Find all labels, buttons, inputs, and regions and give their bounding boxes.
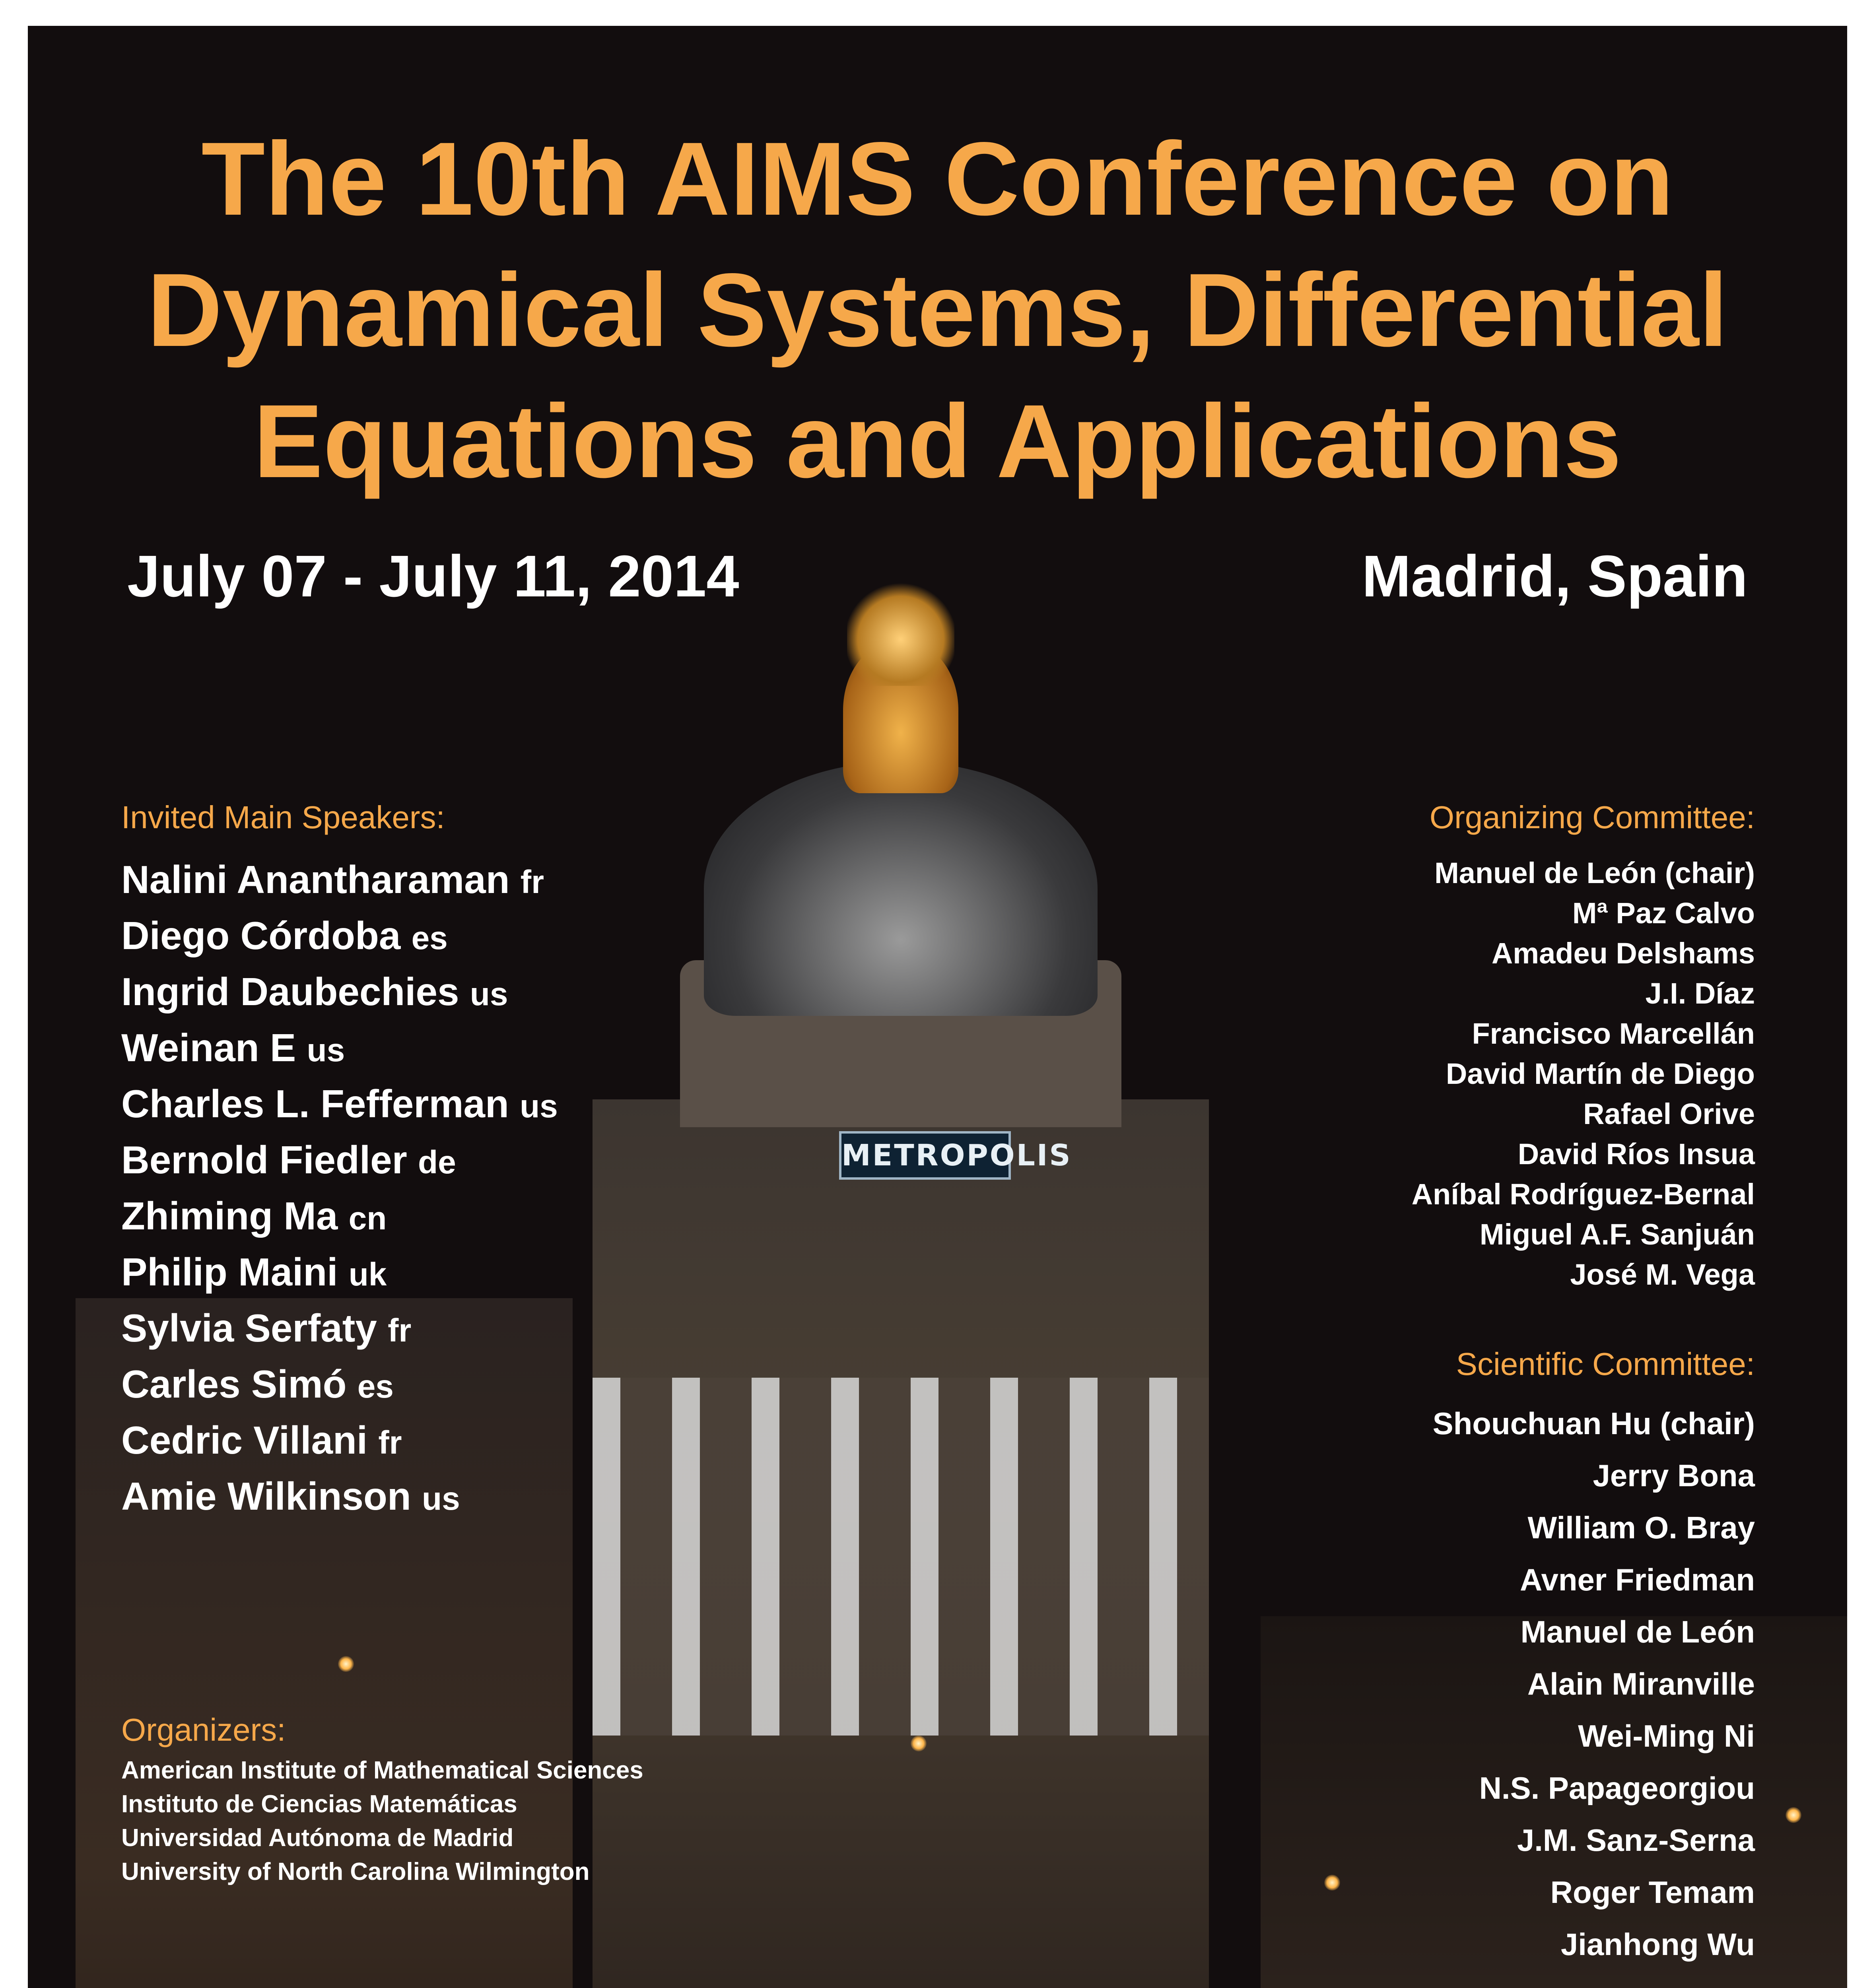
committee-member: José M. Vega (1570, 1258, 1755, 1291)
committee-member: N.S. Papageorgiou (1479, 1771, 1755, 1806)
speaker-item: Philip Maini uk (121, 1250, 387, 1294)
speaker-item: Weinan E us (121, 1026, 345, 1070)
committee-member: J.M. Sanz-Serna (1517, 1823, 1755, 1858)
committee-member: Wei-Ming Ni (1578, 1718, 1755, 1753)
speakers-heading: Invited Main Speakers: (121, 800, 445, 835)
committee-member: Alain Miranville (1527, 1666, 1755, 1701)
committee-member: Jerry Bona (1593, 1458, 1755, 1493)
speaker-item: Cedric Villani fr (121, 1418, 402, 1462)
conference-dates: July 07 - July 11, 2014 (127, 544, 739, 609)
speaker-item: Nalini Anantharaman fr (121, 858, 544, 901)
committee-member: David Ríos Insua (1517, 1138, 1755, 1171)
speaker-item: Charles L. Fefferman us (121, 1082, 558, 1126)
committee-member: Francisco Marcellán (1472, 1017, 1755, 1050)
organizer-item: Universidad Autónoma de Madrid (121, 1824, 514, 1852)
speaker-item: Sylvia Serfaty fr (121, 1306, 412, 1350)
committee-member: Aníbal Rodríguez-Bernal (1411, 1178, 1755, 1211)
poster (28, 26, 1847, 1988)
conference-location: Madrid, Spain (1362, 544, 1748, 609)
committee-member: William O. Bray (1527, 1510, 1755, 1545)
conference-title (28, 113, 1847, 507)
committee-member: Amadeu Delshams (1491, 937, 1755, 970)
winged-statue (847, 582, 954, 686)
title-line: Equations and Applications (253, 383, 1622, 499)
committee-member: Mª Paz Calvo (1572, 897, 1755, 930)
speaker-item: Zhiming Ma cn (121, 1194, 387, 1238)
committee-member: Manuel de León (1520, 1614, 1755, 1649)
title-line: The 10th AIMS Conference on (201, 120, 1674, 237)
committee-member: J.I. Díaz (1645, 977, 1755, 1010)
organizers-heading: Organizers: (121, 1712, 286, 1747)
organizer-item: University of North Carolina Wilmington (121, 1858, 590, 1885)
title-line: Dynamical Systems, Differential (147, 252, 1728, 368)
scientific-committee-list (1433, 1398, 1755, 1971)
committee-member: David Martín de Diego (1446, 1057, 1755, 1090)
committee-member: Shouchuan Hu (chair) (1432, 1406, 1755, 1441)
speaker-item: Amie Wilkinson us (121, 1474, 460, 1518)
committee-member: Rafael Orive (1583, 1097, 1755, 1130)
speaker-item: Ingrid Daubechies us (121, 970, 508, 1013)
scientific-committee-heading: Scientific Committee: (1456, 1346, 1755, 1382)
speaker-item: Bernold Fiedler de (121, 1138, 456, 1182)
street-lamp (911, 1736, 927, 1751)
metropolis-sign: METROPOLIS (839, 1131, 1011, 1180)
street-lamp (1786, 1807, 1801, 1823)
speaker-item: Diego Córdoba es (121, 914, 448, 957)
street-lamp (338, 1656, 354, 1672)
organizer-item: Instituto de Ciencias Matemáticas (121, 1790, 517, 1818)
committee-member: Roger Temam (1550, 1875, 1755, 1910)
committee-member: Manuel de León (chair) (1434, 856, 1755, 889)
committee-member: Miguel A.F. Sanjuán (1479, 1218, 1755, 1251)
committee-member: Avner Friedman (1520, 1562, 1755, 1597)
organizing-committee-heading: Organizing Committee: (1429, 800, 1755, 835)
organizer-item: American Institute of Mathematical Sciences (121, 1757, 643, 1784)
speaker-item: Carles Simó es (121, 1362, 394, 1406)
speakers-list (121, 853, 558, 1526)
organizing-committee-list (1412, 853, 1755, 1295)
committee-member: Jianhong Wu (1560, 1927, 1755, 1962)
building-dome (704, 761, 1098, 1016)
street-lamp (1324, 1875, 1340, 1891)
organizers-list (121, 1753, 643, 1889)
building-columns (593, 1378, 1209, 1736)
